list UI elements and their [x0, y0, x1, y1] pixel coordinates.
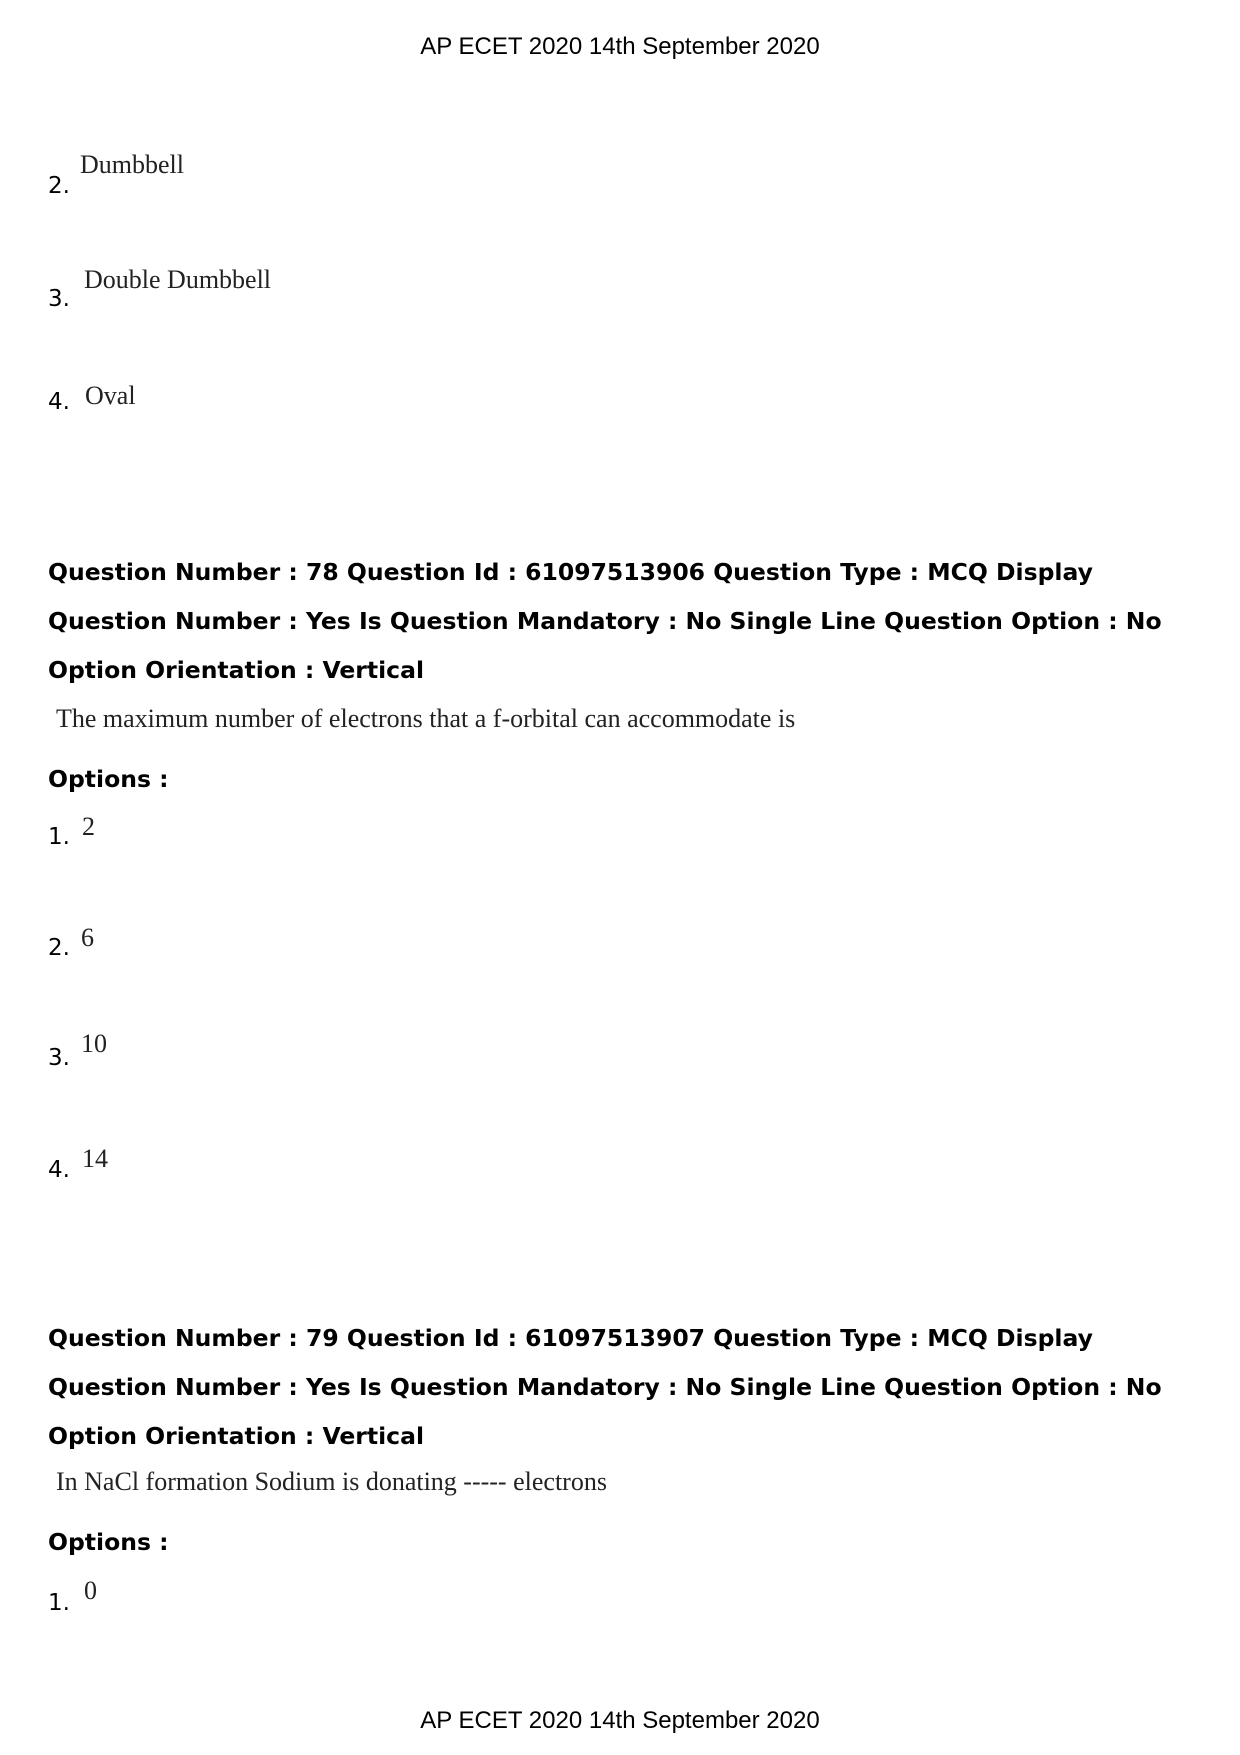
question-78-header: Question Number : 78 Question Id : 61097513906 Question Type : MCQ Display Question Number : Yes Is Question Mandatory : No Single Line Question Option : No Option Orientation : Vertical [48, 558, 1162, 684]
option-text: 6 [81, 923, 94, 952]
question-79-text: In NaCl formation Sodium is donating ----- electrons [56, 1467, 607, 1496]
question-79-header: Question Number : 79 Question Id : 61097513907 Question Type : MCQ Display Question Number : Yes Is Question Mandatory : No Single Line Question Option : No Option Orientation : Vertical [48, 1324, 1162, 1450]
option-number: 1. [48, 824, 70, 850]
page-header: AP ECET 2020 14th September 2020 [420, 33, 820, 60]
option-number: 3. [48, 286, 70, 312]
question-78-options-label: Options : [48, 765, 169, 793]
option-text: 10 [81, 1029, 107, 1058]
option-text: Dumbbell [80, 150, 184, 179]
question-79-options-label: Options : [48, 1528, 169, 1556]
question-78-text: The maximum number of electrons that a f-orbital can accommodate is [56, 704, 796, 733]
option-number: 1. [48, 1590, 70, 1616]
option-number: 2. [48, 935, 70, 961]
option-text: Oval [85, 381, 136, 410]
option-text: 0 [84, 1576, 97, 1605]
page-footer: AP ECET 2020 14th September 2020 [420, 1707, 820, 1734]
option-number: 2. [48, 173, 70, 199]
option-text: 14 [82, 1144, 108, 1173]
option-text: 2 [82, 812, 95, 841]
option-number: 4. [48, 389, 70, 415]
option-text: Double Dumbbell [84, 265, 272, 294]
option-number: 4. [48, 1157, 70, 1183]
option-number: 3. [48, 1045, 70, 1071]
